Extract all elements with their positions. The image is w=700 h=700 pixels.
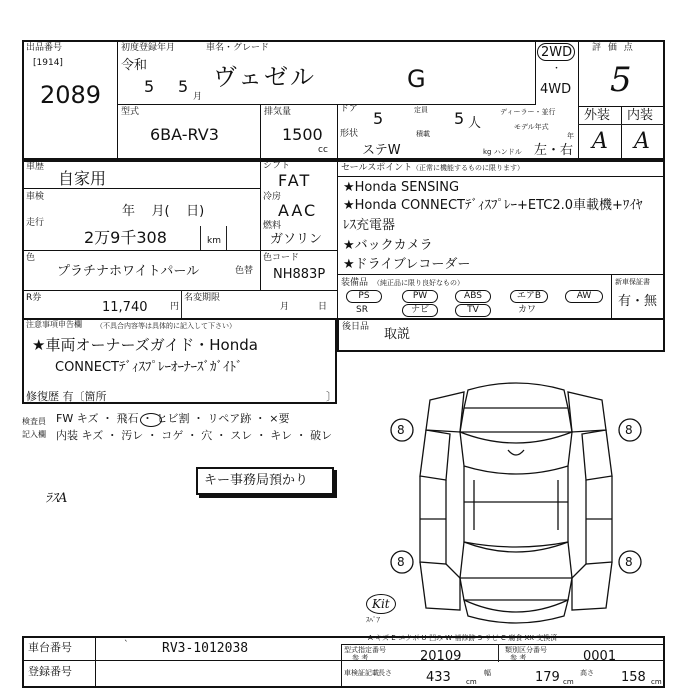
shape: ステW (362, 143, 401, 158)
equip-pw: PW (402, 290, 438, 303)
width-unit: cm (563, 678, 574, 686)
equipment-sub: （純正品に限り良好なもの） (373, 279, 464, 287)
after-label: 後日品 (342, 322, 370, 332)
equip-airbag: エアB (510, 290, 548, 303)
mileage: 2万9千308 (84, 228, 167, 247)
sales-point: ★ドライブレコーダー (343, 257, 471, 272)
sales-label: セールスポイント (341, 163, 413, 173)
inspection-date: 年 月( 日) (122, 204, 205, 219)
load-label: 積載 (416, 130, 430, 138)
width-label: 幅 (484, 669, 491, 677)
tax: 11,740 (102, 300, 148, 315)
grid-line (337, 176, 665, 177)
grid-line (22, 660, 665, 661)
notes-label: 注意事項申告欄 (26, 320, 82, 329)
grid-line (200, 226, 201, 250)
svg-text:8: 8 (625, 423, 633, 437)
tax-label: R券 (26, 293, 42, 303)
grid-line (337, 104, 338, 160)
chassis-label: 車台番号 (28, 641, 72, 654)
length: 433 (426, 670, 451, 685)
class-label: 類別区分番号 (505, 646, 547, 654)
model-label: 型式 (121, 107, 140, 117)
cartype-label: 車歴 (26, 162, 45, 172)
grid-line (337, 274, 665, 275)
key-notice: キー事務局預かり (204, 473, 309, 488)
sales-point: ﾚｽ充電器 (343, 218, 396, 233)
grid-line (22, 250, 337, 251)
equip-leather: カワ (518, 305, 537, 315)
length-unit: cm (466, 678, 477, 686)
score: 5 (610, 60, 632, 100)
grid-line (181, 290, 182, 318)
grid-line (22, 290, 337, 291)
person-unit: 人 (468, 116, 482, 131)
first-reg-label: 初度登録年月 (121, 43, 176, 53)
grid-line (226, 226, 227, 250)
grid-line (498, 644, 499, 662)
class-no: 0001 (583, 649, 617, 664)
shape-label: 形状 (340, 129, 359, 139)
km-unit: km (207, 236, 221, 246)
day-char: 日 (318, 302, 328, 312)
displacement: 1500 (282, 125, 323, 144)
grid-line (535, 40, 536, 105)
displacement-label: 排気量 (264, 107, 292, 117)
color: プラチナホワイトパール (57, 264, 200, 279)
warranty-label: 新車保証書 (615, 278, 650, 286)
svg-text:8: 8 (625, 555, 633, 569)
color-change-label: 色替 (235, 266, 254, 276)
kg-handle: kg ハンドル (483, 148, 522, 156)
model-code: 6BA-RV3 (150, 125, 219, 144)
equip-navi: ナビ (402, 304, 438, 317)
reg-year: 5 (144, 77, 155, 96)
exterior-label: 外装 (584, 108, 611, 123)
name-change-label: 名変期限 (184, 293, 221, 303)
grid-line (22, 188, 260, 189)
inspect-label-2: 記入欄 (22, 430, 46, 439)
handle: 左・右 (534, 143, 574, 158)
sales-point: ★Honda CONNECTﾃﾞｨｽﾌﾟﾚｰ+ETC2.0車載機+ﾜｲﾔ (343, 198, 643, 213)
grid-line (341, 644, 342, 688)
dims-label: 車検証記載 (344, 669, 379, 677)
month-char: 月 (280, 302, 290, 312)
grid-line (337, 160, 338, 318)
drive-2wd: 2WD (541, 45, 573, 60)
equipment-label: 装備品 (341, 278, 369, 288)
height-label: 高さ (580, 669, 594, 677)
fuel-label: 燃料 (263, 221, 282, 231)
equip-sr: SR (356, 305, 368, 315)
ac: AAC (278, 201, 318, 220)
width: 179 (535, 670, 560, 685)
height: 158 (621, 670, 646, 685)
lot-sub: [1914] (33, 58, 63, 68)
reg-month: 5 (178, 77, 189, 96)
inspect-label-1: 検査員 (22, 417, 46, 426)
grid-line (260, 160, 261, 290)
lot-label: 出品番号 (26, 43, 63, 53)
equip-ps: PS (346, 290, 382, 303)
inspection-label: 車検 (26, 192, 45, 202)
equip-tv: TV (455, 304, 491, 317)
length-label: 長さ (378, 669, 392, 677)
model-year-label: モデル年式 (514, 123, 549, 131)
color-label: 色 (26, 253, 36, 263)
year-char: 年 (567, 132, 574, 140)
interior-grade: A (634, 129, 650, 154)
ref-label-2: 参 考 (510, 654, 527, 662)
color-code-label: 色コード (263, 253, 300, 263)
warranty: 有・無 (618, 294, 658, 309)
cc-unit: cc (318, 145, 328, 155)
notes-line-2: CONNECTﾃﾞｨｽﾌﾟﾚｰｵｰﾅｰｽﾞｶﾞｲﾄﾞ (55, 360, 243, 375)
kit-note: Kit (366, 594, 396, 614)
lot-number: 2089 (40, 81, 102, 109)
grid-line (341, 644, 665, 645)
grid-line (260, 104, 261, 160)
grid-line (117, 104, 535, 105)
shift-label: シフト (263, 161, 291, 171)
capacity-label: 定員 (414, 106, 428, 114)
month-unit: 月 (193, 92, 203, 102)
mileage-label: 走行 (26, 218, 45, 228)
ref-label: 参 考 (352, 654, 369, 662)
dealer-label: ディーラー・並行 (500, 108, 556, 116)
ac-label: 冷房 (263, 192, 282, 202)
car-diagram (390, 372, 642, 634)
grid-line (578, 124, 665, 125)
type-spec: 20109 (420, 649, 462, 664)
handwritten-note: ﾗｽA (45, 491, 68, 506)
era: 令和 (121, 58, 148, 73)
interior-label: 内装 (627, 108, 654, 123)
equip-aw: AW (565, 290, 603, 303)
height-unit: cm (651, 678, 662, 686)
repair-close: 〕 (326, 390, 337, 403)
sales-point: ★Honda SENSING (343, 180, 460, 195)
fuel: ガソリン (270, 232, 323, 247)
drive-4wd: 4WD (540, 82, 572, 97)
sales-point: ★バックカメラ (343, 238, 433, 253)
drive-dot: ・ (552, 64, 562, 74)
shift: FAT (278, 171, 312, 190)
type-spec-label: 型式指定番号 (344, 646, 386, 654)
car-name: ヴェゼル (213, 63, 317, 91)
grid-line (611, 274, 612, 319)
color-code: NH883P (273, 267, 326, 282)
chassis-tick: ˋ (124, 640, 129, 650)
inspect-line-2: 内装 キズ ・ 汚レ ・ コゲ ・ 穴 ・ スレ ・ キレ ・ 破レ (56, 429, 333, 442)
grid-line (95, 636, 96, 688)
svg-text:8: 8 (397, 423, 405, 437)
chassis-number: RV3-1012038 (162, 641, 249, 656)
grade: G (407, 65, 426, 93)
damage-legend: A-キズ E-エクボ U-凹み W-補修跡 S-サビ C-腐食 XX-交換済 (368, 634, 558, 642)
capacity: 5 (454, 109, 465, 128)
after-value: 取説 (384, 327, 411, 342)
exterior-grade: A (592, 129, 608, 154)
cartype: 自家用 (58, 169, 107, 188)
yen-unit: 円 (170, 302, 180, 312)
inspect-line-1: FW キズ ・ 飛石 ・ ヒビ割 ・ リペア跡 ・ ×要 (56, 412, 290, 425)
name-label: 車名・グレード (206, 43, 270, 53)
door-label: ドア (340, 104, 358, 114)
grid-line (117, 40, 118, 160)
doors: 5 (373, 109, 384, 128)
reg-number-label: 登録番号 (28, 665, 72, 678)
spare-note: ｽﾍﾟｱ (366, 616, 380, 624)
score-label: 評 価 点 (592, 43, 635, 53)
grid-line (621, 106, 622, 160)
notes-sub: （不具合内容等は具体的に記入して下さい） (96, 322, 236, 330)
repair-label: 修復歴 有〔箇所 (26, 390, 107, 403)
grid-line (578, 40, 579, 160)
svg-text:8: 8 (397, 555, 405, 569)
sales-sub: （正常に機能するものに限ります） (412, 164, 524, 172)
notes-line-1: ★車両オーナーズガイド・Honda (32, 336, 258, 354)
equip-abs: ABS (455, 290, 491, 303)
stone-chip-circle (140, 413, 162, 427)
